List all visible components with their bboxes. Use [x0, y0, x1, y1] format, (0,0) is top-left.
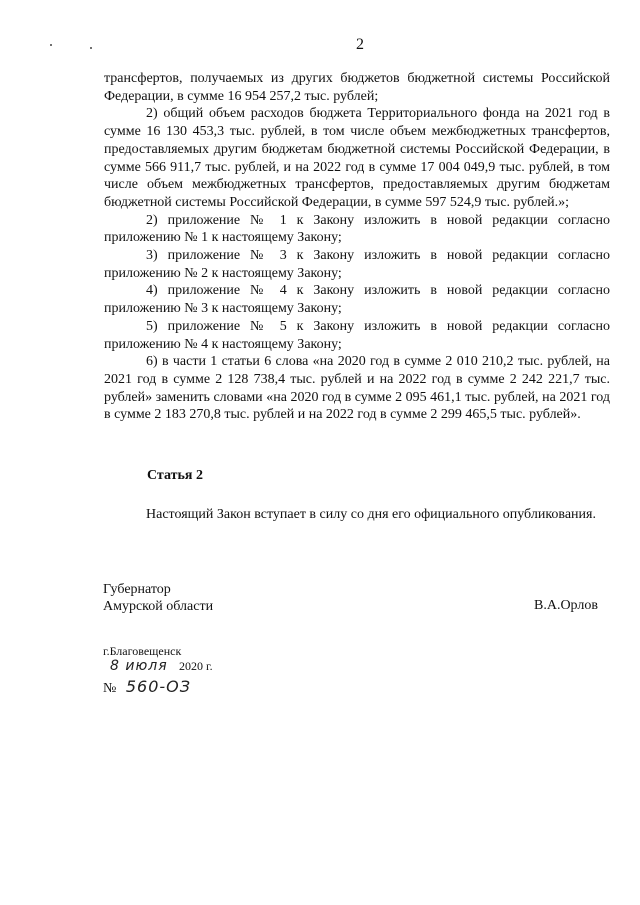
handwritten-date: 8 июля: [110, 658, 168, 674]
handwritten-law-number: 560-ОЗ: [125, 677, 192, 696]
amendments-text: [104, 70, 610, 424]
signing-date: [110, 658, 213, 678]
article-2-text: Настоящий Закон вступает в силу со дня его официального опубликования.: [146, 507, 596, 522]
page-number: 2: [356, 36, 364, 53]
signatory-name: В.А.Орлов: [534, 598, 598, 613]
signatory-title: [103, 581, 213, 615]
paragraph-appendix-1: 2) приложение № 1 к Закону изложить в новой редакции согласно приложению № 1 к настоящему Закону;: [104, 212, 610, 246]
number-sign: №: [103, 681, 117, 696]
signatory-title-line-1: Губернатор: [103, 582, 171, 597]
paragraph-expenses: 2) общий объем расходов бюджета Территориального фонда на 2021 год в сумме 16 130 453,3 тыс. рублей, в том числе объем межбюджетных трансфертов, предоставляемых другим бюджетам бюджетной системы Российской Федерации, в сумме 566 911,7 тыс. рублей, и на 2022 год в сумме 17 004 049,9 тыс. рублей, в том числе объем межбюджетных трансфертов, предоставляемых другим бюджетам бюджетной системы Российской Федерации, в сумме 597 524,9 тыс. рублей.»;: [104, 106, 610, 210]
scan-speck: [90, 47, 92, 49]
signatory-title-line-2: Амурской области: [103, 599, 214, 614]
paragraph-article-6: 6) в части 1 статьи 6 слова «на 2020 год в сумме 2 010 210,2 тыс. рублей, на 2021 год в сумме 2 128 738,4 тыс. рублей и на 2022 год в сумме 2 242 221,7 тыс. рублей» заменить словами «на 2020 год в сумме 2 095 461,1 тыс. рублей, на 2021 год в сумме 2 183 270,8 тыс. рублей и на 2022 год в сумме 2 299 465,5 тыс. рублей».: [104, 354, 610, 423]
scan-speck: [50, 44, 52, 46]
law-number: [103, 677, 191, 697]
paragraph-appendix-3: 3) приложение № 3 к Закону изложить в новой редакции согласно приложению № 2 к настоящему Закону;: [104, 248, 610, 281]
paragraph-continuation: трансфертов, получаемых из других бюджетов бюджетной системы Российской Федерации, в сумме 16 954 257,2 тыс. рублей;: [104, 71, 610, 104]
city-of-signing: г.Благовещенск: [103, 644, 182, 658]
article-2-heading: Статья 2: [147, 468, 203, 483]
date-year: 2020 г.: [179, 659, 213, 673]
paragraph-appendix-5: 5) приложение № 5 к Закону изложить в новой редакции согласно приложению № 4 к настоящему Закону;: [104, 318, 610, 352]
paragraph-appendix-4: 4) приложение № 4 к Закону изложить в новой редакции согласно приложению № 3 к настоящему Закону;: [104, 283, 610, 317]
